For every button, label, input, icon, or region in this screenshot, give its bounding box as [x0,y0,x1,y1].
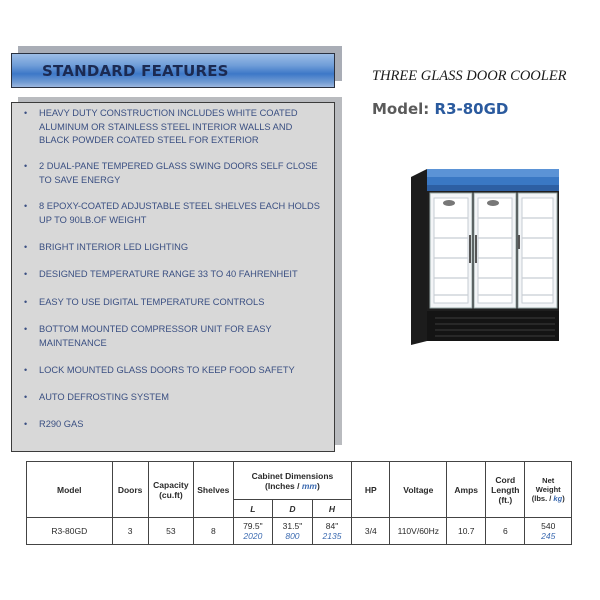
col-model: Model [27,462,113,518]
col-net-weight: Net Weight (lbs. / kg) [525,462,572,518]
product-subtitle: THREE GLASS DOOR COOLER [372,68,567,84]
bullet-icon: • [24,242,28,252]
bullet-icon: • [24,297,28,307]
feature-item: • 8 EPOXY-COATED ADJUSTABLE STEEL SHELVES EACH HOLDS UP TO 90LB.OF WEIGHT [24,201,320,225]
cell-hp: 3/4 [352,518,390,545]
cell-depth: 31.5" 800 [273,518,313,545]
feature-item: • BOTTOM MOUNTED COMPRESSOR UNIT FOR EASY MAINTENANCE [24,324,272,348]
header-title: STANDARD FEATURES [42,62,229,80]
col-depth: D [273,500,313,518]
cell-voltage: 110V/60Hz [390,518,447,545]
cell-length: 79.5" 2020 [233,518,273,545]
col-hp: HP [352,462,390,518]
standard-features-header [11,53,335,88]
cell-capacity: 53 [148,518,193,545]
feature-item: • EASY TO USE DIGITAL TEMPERATURE CONTROLS [12,296,322,310]
col-length: L [233,500,273,518]
table-row [27,518,572,545]
bullet-icon: • [24,392,28,402]
feature-item: • DESIGNED TEMPERATURE RANGE 33 TO 40 FAHRENHEIT [12,268,322,282]
cooler-product-image [405,165,565,355]
cell-cord: 6 [486,518,525,545]
col-doors: Doors [112,462,148,518]
bullet-icon: • [24,269,28,279]
cell-shelves: 8 [194,518,234,545]
features-box [11,102,335,452]
col-capacity: Capacity (cu.ft) [148,462,193,518]
feature-item: • HEAVY DUTY CONSTRUCTION INCLUDES WHITE COATED ALUMINUM OR STAINLESS STEEL INTERIOR WALLS AND BLACK POWDER COATED STEEL FOR EXTERIOR [24,108,298,145]
model-line [372,100,508,118]
col-shelves: Shelves [194,462,234,518]
bullet-icon: • [24,201,28,211]
feature-item: • 2 DUAL-PANE TEMPERED GLASS SWING DOORS SELF CLOSE TO SAVE ENERGY [24,161,318,185]
bullet-icon: • [24,108,28,118]
cell-weight: 540 245 [525,518,572,545]
col-height: H [312,500,352,518]
table-header-row [27,462,572,500]
feature-item: • BRIGHT INTERIOR LED LIGHTING [12,241,322,255]
col-cabinet-dimensions: Cabinet Dimensions (Inches / mm) [233,462,352,500]
feature-item: • AUTO DEFROSTING SYSTEM [12,391,322,405]
col-amps: Amps [447,462,486,518]
bullet-icon: • [24,419,28,429]
feature-item: • R290 GAS [12,418,322,432]
cell-doors: 3 [112,518,148,545]
bullet-icon: • [24,161,28,171]
cell-model: R3-80GD [27,518,113,545]
model-label: Model: [372,100,430,118]
spec-table [26,461,572,545]
feature-item: • LOCK MOUNTED GLASS DOORS TO KEEP FOOD SAFETY [12,364,322,378]
bullet-icon: • [24,365,28,375]
cell-height: 84" 2135 [312,518,352,545]
bullet-icon: • [24,324,28,334]
col-cord-length: Cord Length (ft.) [486,462,525,518]
col-voltage: Voltage [390,462,447,518]
cell-amps: 10.7 [447,518,486,545]
model-value: R3-80GD [434,100,509,118]
